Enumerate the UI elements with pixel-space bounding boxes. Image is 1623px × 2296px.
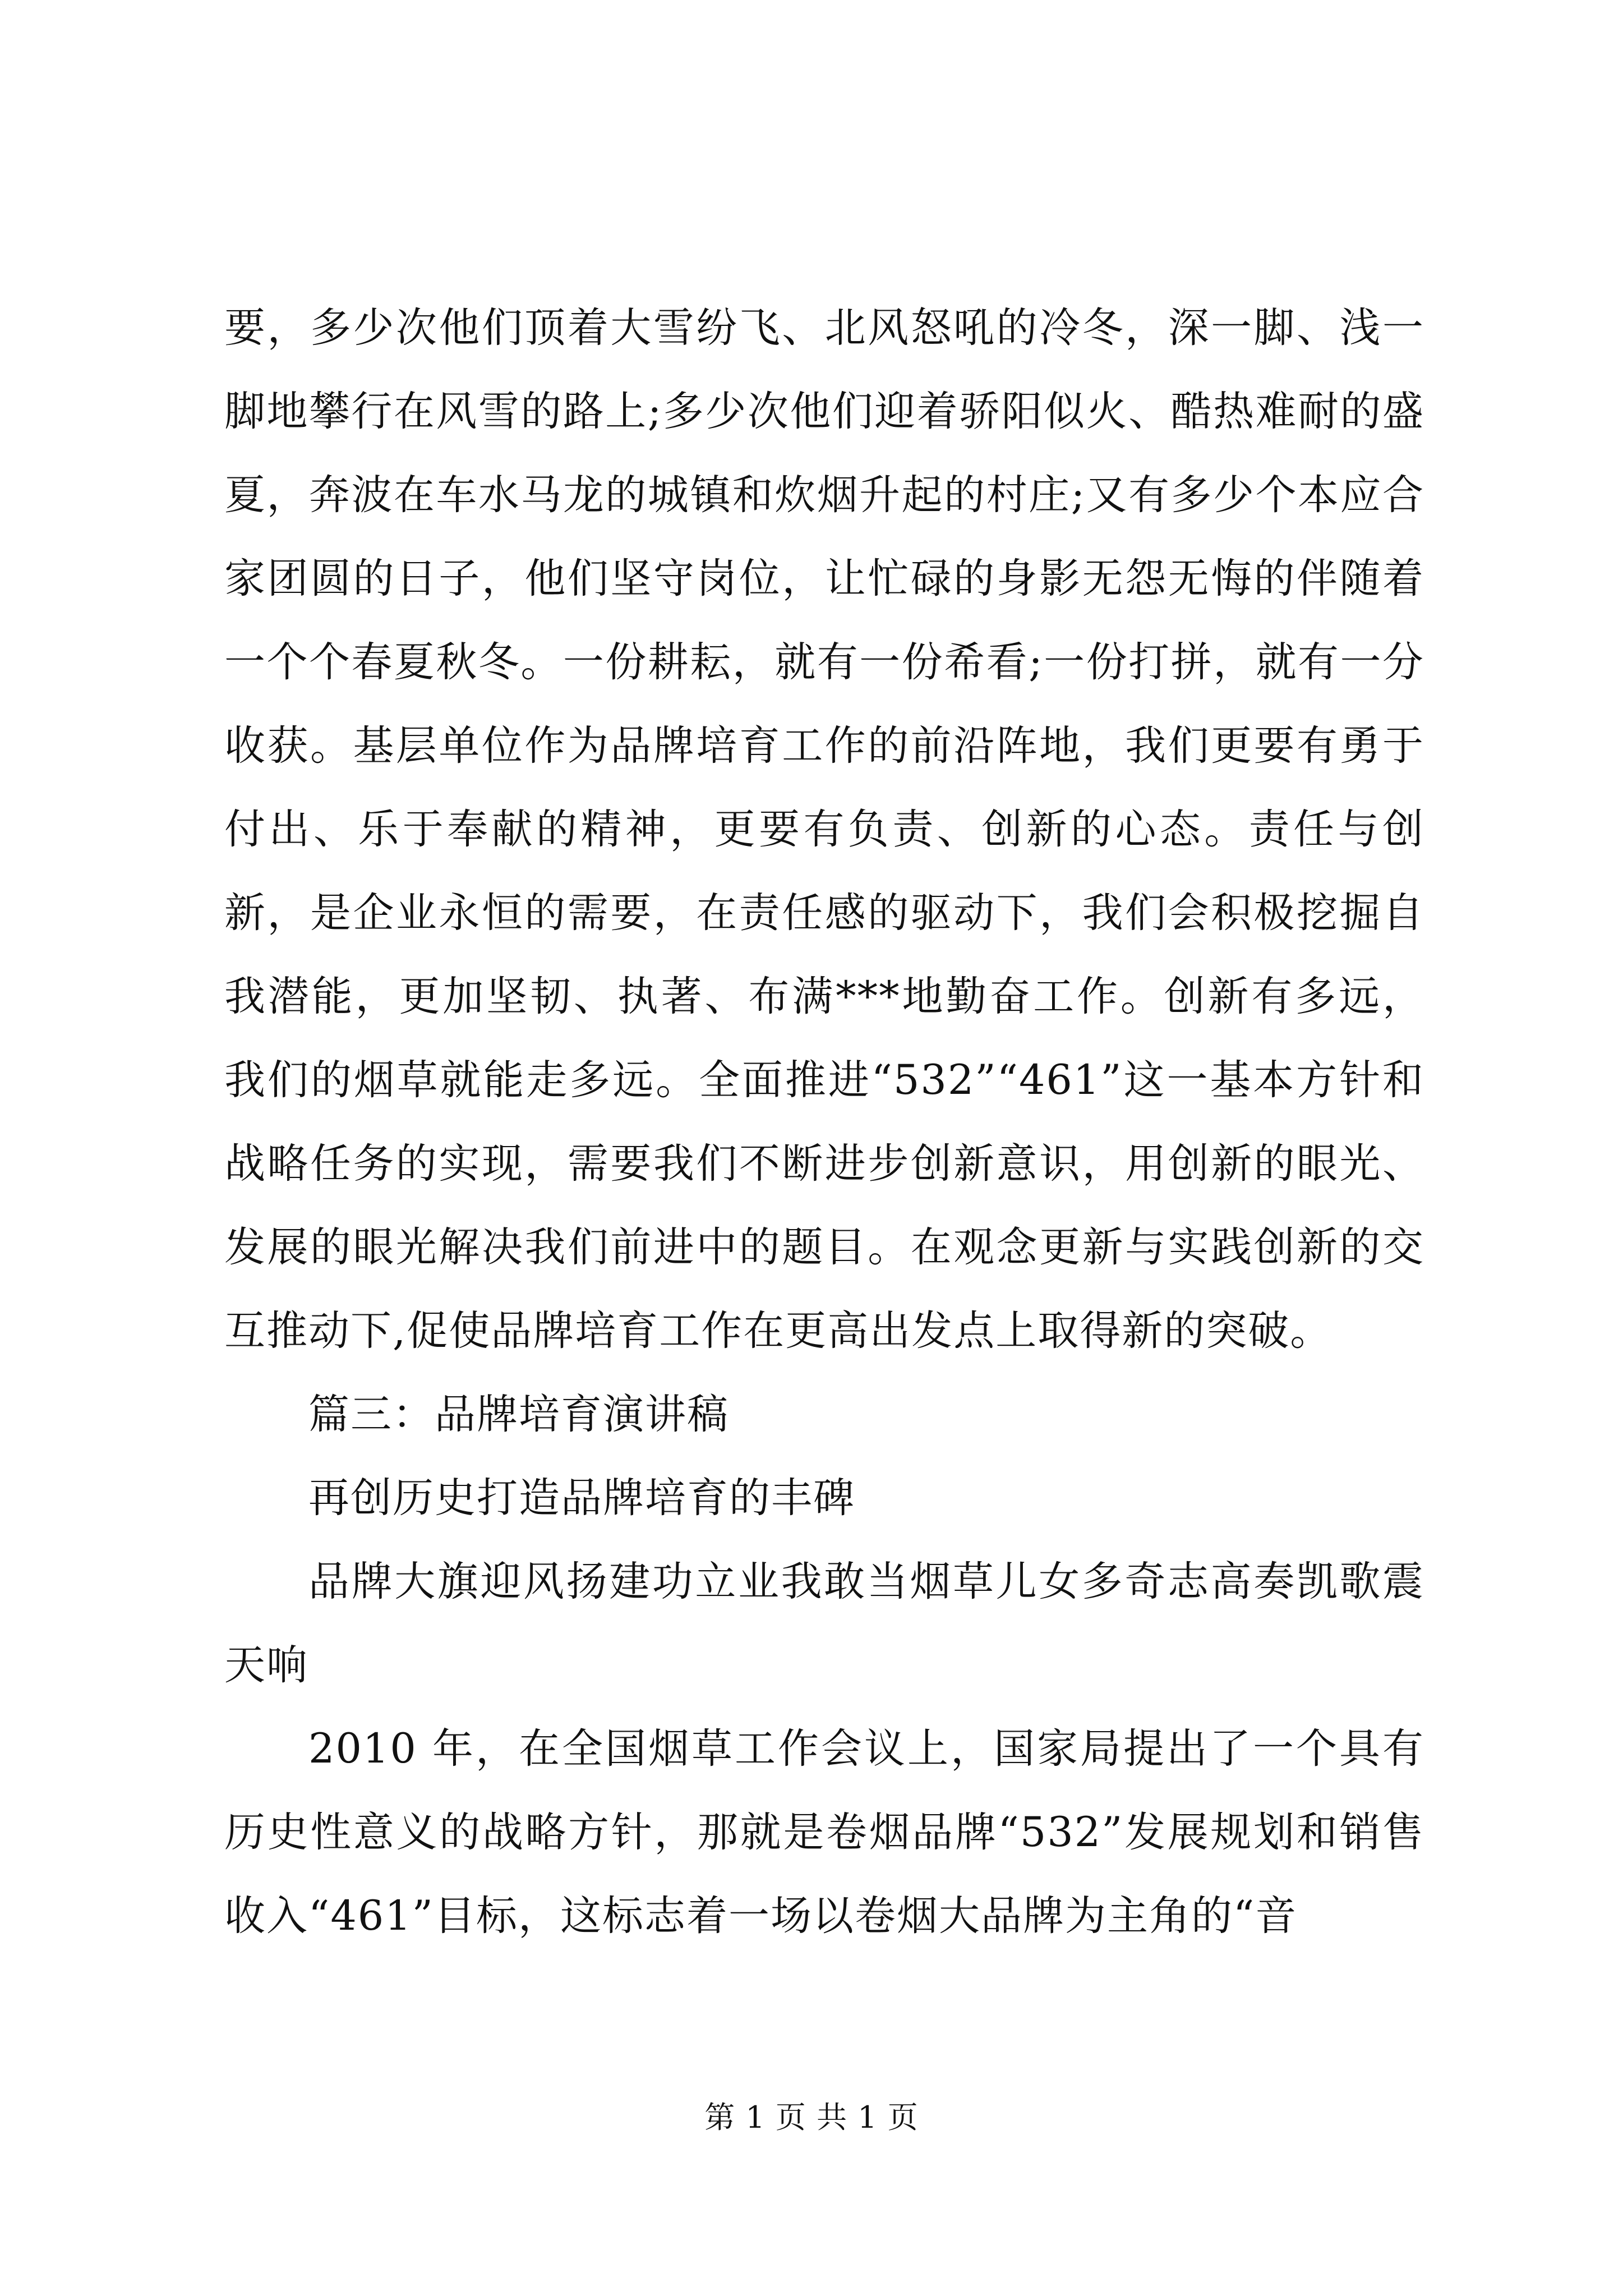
speech-subtitle: 品牌大旗迎风扬建功立业我敢当烟草儿女多奇志高奏凯歌震天响 xyxy=(224,1558,1424,1689)
page-footer: 第 1 页 共 1 页 xyxy=(704,2100,919,2135)
document-body xyxy=(224,286,1424,1958)
section-heading: 篇三：品牌培育演讲稿 xyxy=(308,1391,729,1438)
speech-title: 再创历史打造品牌培育的丰碑 xyxy=(308,1474,855,1522)
paragraph-continuation: 要，多少次他们顶着大雪纷飞、北风怒吼的冷冬，深一脚、浅一脚地攀行在风雪的路上;多少次他们迎着骄阳似火、酷热难耐的盛夏，奔波在车水马龙的城镇和炊烟升起的村庄;又有多少个本应合家团圆的日子，他们坚守岗位，让忙碌的身影无怨无悔的伴随着一个个春夏秋冬。一份耕耘，就有一份希看;一份打拼，就有一分收获。基层单位作为品牌培育工作的前沿阵地，我们更要有勇于付出、乐于奉献的精神，更要有负责、创新的心态。责任与创新，是企业永恒的需要，在责任感的驱动下，我们会积极挖掘自我潜能，更加坚韧、执著、布满***地勤奋工作。创新有多远，我们的烟草就能走多远。全面推进“532”“461”这一基本方针和战略任务的实现，需要我们不断进步创新意识，用创新的眼光、发展的眼光解决我们前进中的题目。在观念更新与实践创新的交互推动下,促使品牌培育工作在更高出发点上取得新的突破。 xyxy=(224,304,1424,1355)
paragraph-body: 2010 年，在全国烟草工作会议上，国家局提出了一个具有历史性意义的战略方针，那就是卷烟品牌“532”发展规划和销售收入“461”目标，这标志着一场以卷烟大品牌为主角的“音 xyxy=(224,1725,1424,1940)
